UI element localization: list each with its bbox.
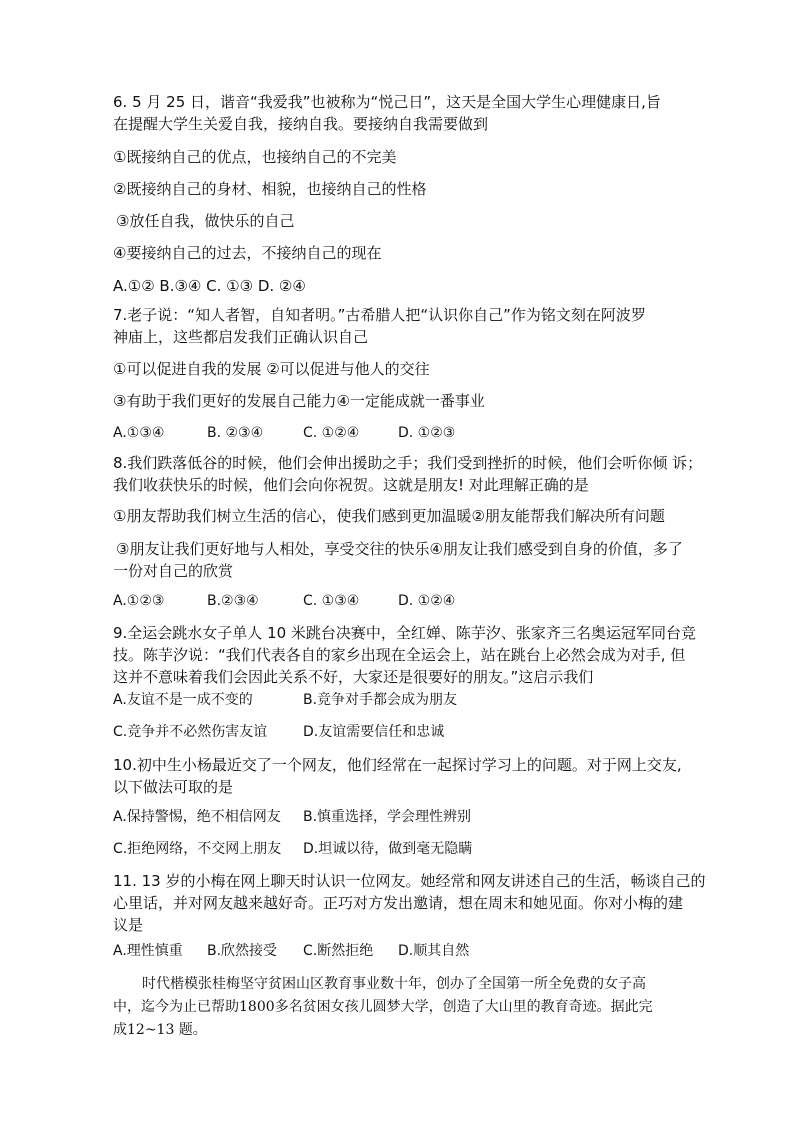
- q8-option-b: B.②③④: [207, 593, 259, 609]
- q10-option-d: D.坦诚以待，做到毫无隐瞒: [303, 841, 473, 857]
- q11-option-c: C.断然拒绝: [303, 943, 374, 959]
- q8-stem-line2: 我们收获快乐的时候，他们会向你祝贺。这就是朋友! 对此理解正确的是: [113, 476, 589, 494]
- q6-stem-line1: 6. 5 月 25 日，谐音“我爱我”也被称为“悦己日”，这天是全国大学生心理健康日,旨: [113, 93, 661, 111]
- q9-stem-line1: 9.全运会跳水女子单人 10 米跳台决赛中，全红婵、陈芋汐、张家齐三名奥运冠军同台竞: [113, 624, 696, 642]
- q6-item-4: ④要接纳自己的过去，不接纳自己的现在: [113, 244, 382, 262]
- q11-option-b: B.欣然接受: [207, 943, 278, 959]
- q7-items-3-4: ③有助于我们更好的发展自己能力④一定能成就一番事业: [113, 392, 485, 410]
- q11-option-a: A.理性慎重: [113, 943, 183, 959]
- q9-option-a: A.友谊不是一成不变的: [113, 692, 253, 708]
- q9-stem-line3: 这并不意味着我们会因此关系不好，大家还是很要好的朋友。”这启示我们: [113, 668, 594, 686]
- q9-option-c: C.竞争并不必然伤害友谊: [113, 724, 268, 740]
- q8-stem-line1: 8.我们跌落低谷的时候，他们会伸出援助之手；我们受到挫折的时候，他们会听你倾 诉；: [113, 454, 703, 472]
- q8-items-1-2: ①朋友帮助我们树立生活的信心，使我们感到更加温暖②朋友能帮我们解决所有问题: [113, 507, 665, 525]
- q10-option-c: C.拒绝网络，不交网上朋友: [113, 841, 282, 857]
- q7-stem-line1: 7.老子说：“知人者智，自知者明。”古希腊人把“认识你自己”作为铭文刻在阿波罗: [113, 306, 646, 324]
- q7-option-d: D. ①②③: [398, 425, 456, 441]
- q8-items-3-4-line2: 一份对自己的欣赏: [113, 562, 234, 580]
- q7-option-c: C. ①②④: [303, 425, 360, 441]
- q11-stem-line1: 11. 13 岁的小梅在网上聊天时认识一位网友。她经常和网友讲述自己的生活，畅谈自己的: [113, 872, 706, 890]
- q10-option-b: B.慎重选择，学会理性辨别: [303, 809, 472, 825]
- q6-item-2: ②既接纳自己的身材、相貌，也接纳自己的性格: [113, 180, 427, 198]
- q11-stem-line3: 议是: [113, 916, 144, 934]
- q6-options: A.①② B.③④ C. ①③ D. ②④: [113, 277, 306, 295]
- q6-item-1: ①既接纳自己的优点，也接纳自己的不完美: [113, 148, 397, 166]
- q11-option-d: D.顺其自然: [398, 943, 470, 959]
- q10-stem-line2: 以下做法可取的是: [113, 778, 234, 796]
- q6-stem-line2: 在提醒大学生关爱自我，接纳自我。要接纳自我需要做到: [113, 115, 489, 133]
- q7-option-a: A.①③④: [113, 425, 165, 441]
- q10-stem-line1: 10.初中生小杨最近交了一个网友，他们经常在一起探讨学习上的问题。对于网上交友,: [113, 756, 682, 774]
- passage-line2: 中，迄今为止已帮助1800多名贫困女孩儿圆梦大学，创造了大山里的教育奇迹。据此完: [113, 999, 653, 1015]
- q7-items-1-2: ①可以促进自我的发展 ②可以促进与他人的交往: [113, 360, 430, 378]
- passage-line1: 时代楷模张桂梅坚守贫困山区教育事业数十年，创办了全国第一所全免费的女子高: [142, 976, 646, 992]
- q9-stem-line2: 技。陈芋汐说：“我们代表各自的家乡出现在全运会上，站在跳台上必然会成为对手, 但: [113, 646, 686, 664]
- q9-option-d: D.友谊需要信任和忠诚: [303, 724, 445, 740]
- q8-option-d: D. ①②④: [398, 593, 456, 609]
- q8-items-3-4-line1: ③朋友让我们更好地与人相处，享受交往的快乐④朋友让我们感受到自身的价值，多了: [116, 540, 683, 558]
- q7-option-b: B. ②③④: [207, 425, 264, 441]
- q8-option-a: A.①②③: [113, 593, 165, 609]
- q9-option-b: B.竞争对手都会成为朋友: [303, 692, 458, 708]
- q11-stem-line2: 心里话，并对网友越来越好奇。正巧对方发出邀请，想在周末和她见面。你对小梅的建: [113, 894, 684, 912]
- q7-stem-line2: 神庙上，这些都启发我们正确认识自己: [113, 328, 369, 346]
- q10-option-a: A.保持警惕，绝不相信网友: [113, 809, 281, 825]
- q8-option-c: C. ①③④: [303, 593, 360, 609]
- q6-item-3: ③放任自我，做快乐的自己: [116, 212, 295, 230]
- passage-line3: 成12~13 题。: [113, 1022, 207, 1038]
